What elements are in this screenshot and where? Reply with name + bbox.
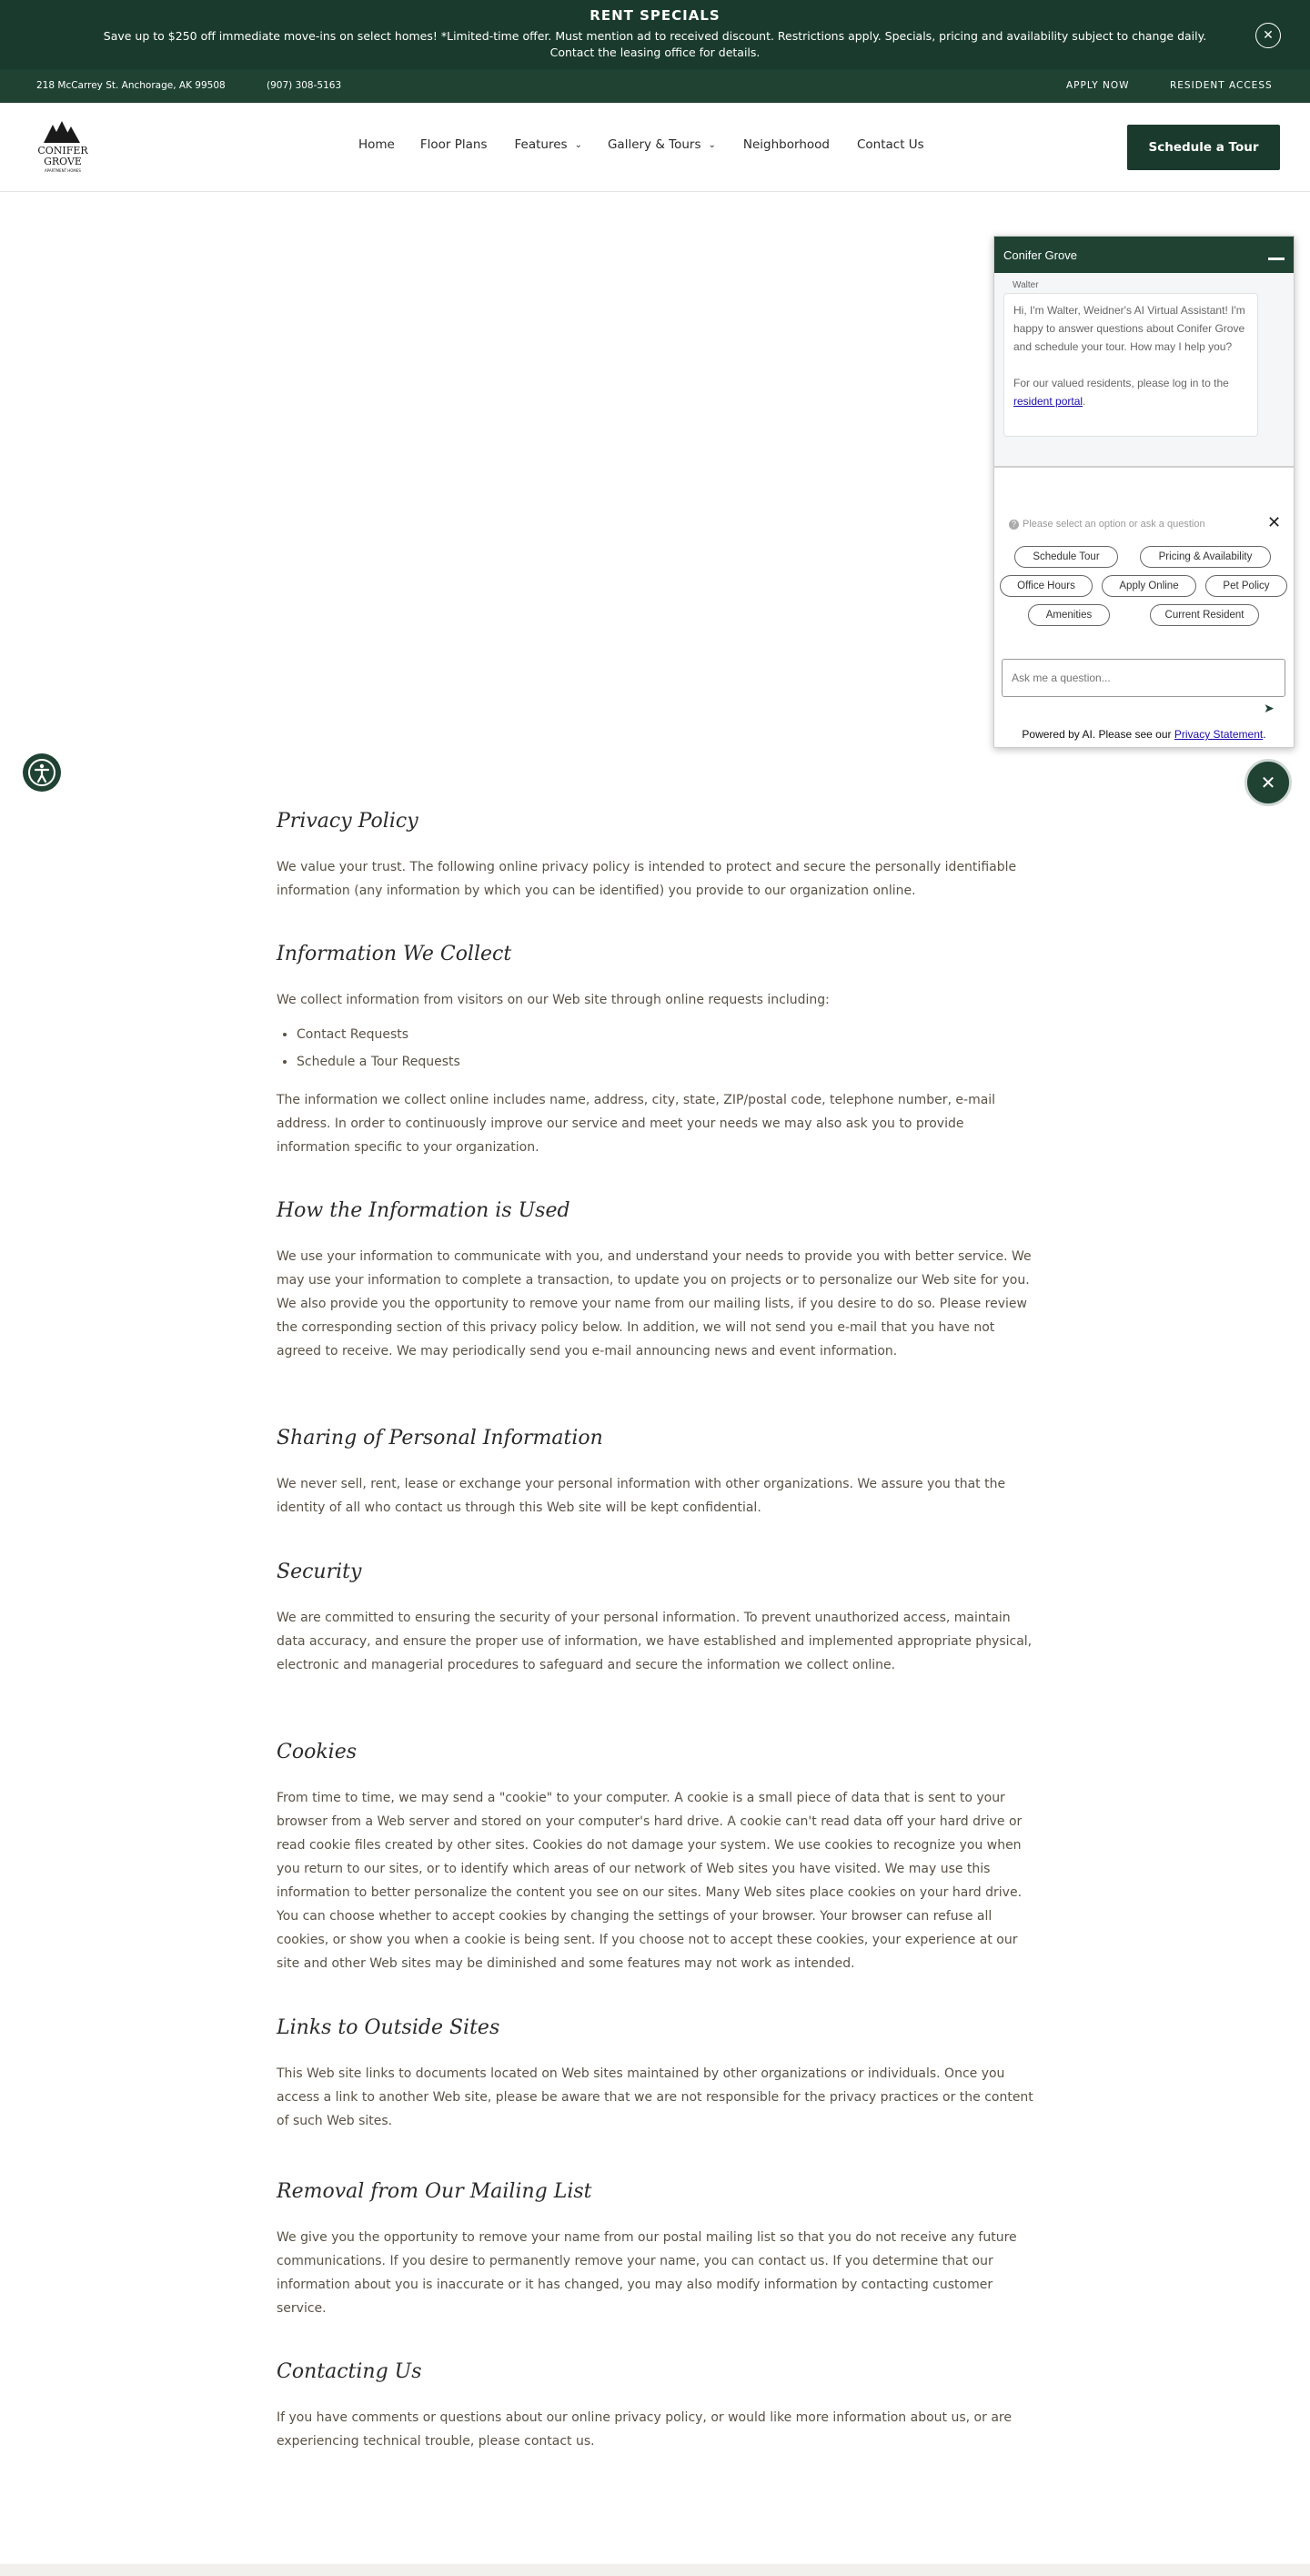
option-schedule-tour[interactable]: Schedule Tour bbox=[1014, 546, 1118, 568]
accessibility-icon[interactable] bbox=[23, 753, 61, 792]
section-heading: Sharing of Personal Information bbox=[277, 1427, 603, 1450]
section-text: We collect information from visitors on our Web site through online requests including: bbox=[277, 993, 830, 1007]
section-heading: How the Information is Used bbox=[277, 1199, 570, 1222]
privacy-statement-link[interactable]: Privacy Statement bbox=[1174, 728, 1264, 741]
agent-name: Walter bbox=[1013, 280, 1039, 290]
option-pricing-availability[interactable]: Pricing & Availability bbox=[1140, 546, 1271, 568]
apply-now-link[interactable]: APPLY NOW bbox=[1066, 80, 1130, 91]
nav-features-label: Features bbox=[514, 137, 568, 152]
nav-neighborhood-label: Neighborhood bbox=[742, 137, 830, 152]
logo-line3: APARTMENT HOMES bbox=[45, 168, 81, 173]
section-text: This Web site links to documents located on Web sites maintained by other organizations or individuals. Once you access a link to another Web site, please be aware that we are not responsible for the privacy practices or the content of such Web sites. bbox=[277, 2066, 1033, 2128]
chat-messages bbox=[994, 273, 1294, 466]
section-text: We value your trust. The following online privacy policy is intended to protect and secure the personally identifiable information (any information by which you can be identified) you provide to our organization online. bbox=[277, 860, 1017, 898]
powered-prefix: Powered by AI. Please see our bbox=[1022, 728, 1172, 741]
address-link[interactable]: 218 McCarrey St. Anchorage, AK 99508 bbox=[36, 80, 226, 91]
section-text: We are committed to ensuring the security of your personal information. To prevent unauthorized access, maintain data accuracy, and ensure the proper use of information, we have established and implemented appropriate physical, electronic and managerial procedures to safeguard and secure the information we collect online. bbox=[277, 1611, 1033, 1672]
resident-portal-link[interactable]: resident portal bbox=[1013, 395, 1083, 408]
chat-close-button[interactable] bbox=[1244, 759, 1292, 806]
section-heading: Removal from Our Mailing List bbox=[277, 2180, 592, 2203]
logo-line2: GROVE bbox=[44, 156, 82, 167]
logo[interactable] bbox=[31, 121, 95, 176]
section-heading: Cookies bbox=[277, 1741, 357, 1763]
nav-gallery-tours[interactable] bbox=[608, 137, 716, 152]
section-heading: Privacy Policy bbox=[277, 810, 418, 833]
section-text: If you have comments or questions about our online privacy policy, or would like more information about us, or are experiencing technical trouble, please contact us. bbox=[277, 2410, 1012, 2449]
chat-message-resident-prefix: For our valued residents, please log in to the bbox=[1013, 377, 1229, 389]
option-amenities[interactable]: Amenities bbox=[1028, 604, 1110, 626]
main-nav bbox=[358, 137, 924, 152]
option-current-resident[interactable]: Current Resident bbox=[1150, 604, 1259, 626]
section-heading: Information We Collect bbox=[277, 943, 512, 965]
minimize-icon[interactable] bbox=[1268, 258, 1285, 260]
chat-header bbox=[994, 237, 1294, 273]
close-icon: ✕ bbox=[1260, 772, 1276, 793]
nav-gallery-tours-label: Gallery & Tours bbox=[607, 137, 701, 152]
send-icon[interactable]: ➤ bbox=[1264, 701, 1275, 715]
chat-prompt bbox=[1009, 519, 1205, 530]
chevron-down-icon: ⌄ bbox=[574, 139, 582, 150]
chat-message-resident-suffix: . bbox=[1083, 395, 1086, 408]
list-item: • Contact Requests bbox=[297, 1021, 460, 1048]
chat-widget bbox=[993, 236, 1295, 748]
site-header bbox=[0, 103, 1310, 192]
phone-link[interactable]: (907) 308-5163 bbox=[267, 80, 342, 91]
question-icon: ? bbox=[1009, 520, 1019, 530]
banner-text: Save up to $250 off immediate move-ins on select homes! *Limited-time offer. Must mention ad to received discount. Restrictions apply. Specials, pricing and availability subject to change daily. Contact the leasing office for details. bbox=[103, 29, 1207, 59]
chat-divider bbox=[994, 466, 1294, 468]
chat-message-resident bbox=[1013, 374, 1248, 410]
option-apply-online[interactable]: Apply Online bbox=[1102, 575, 1196, 597]
nav-floor-plans-label: Floor Plans bbox=[419, 137, 488, 152]
footer-strip bbox=[0, 2564, 1310, 2576]
close-icon[interactable]: ✕ bbox=[1267, 513, 1282, 531]
section-heading: Security bbox=[277, 1561, 362, 1583]
chat-message bbox=[1003, 293, 1258, 437]
section-heading: Links to Outside Sites bbox=[277, 2016, 500, 2039]
option-pet-policy[interactable]: Pet Policy bbox=[1205, 575, 1287, 597]
section-text: We use your information to communicate with you, and understand your needs to provide you with better service. We may use your information to complete a transaction, to update you on projects or to personalize our Web site for you. We also provide you the opportunity to remove your name from our mailing lists, if you desire to do so. Please review the corresponding section of this privacy policy below. In addition, we will not send you e-mail that you have not agreed to receive. We may periodically send you e-mail announcing news and event information. bbox=[277, 1249, 1032, 1359]
rent-specials-banner bbox=[0, 0, 1310, 69]
banner-title: RENT SPECIALS bbox=[590, 7, 720, 24]
chat-message-text: Hi, I'm Walter, Weidner's AI Virtual Assistant! I'm happy to answer questions about Conifer Grove and schedule your tour. How may I help you? bbox=[1013, 304, 1245, 353]
resident-access-link[interactable]: RESIDENT ACCESS bbox=[1170, 80, 1273, 91]
nav-floor-plans[interactable] bbox=[420, 137, 488, 152]
contact-bar bbox=[0, 69, 1310, 103]
powered-suffix: . bbox=[1263, 728, 1266, 741]
nav-home[interactable] bbox=[358, 137, 395, 152]
collect-list bbox=[297, 1021, 460, 1076]
chat-title: Conifer Grove bbox=[1003, 247, 1077, 262]
section-text: The information we collect online includes name, address, city, state, ZIP/postal code, telephone number, e-mail address. In order to continuously improve our service and meet your needs we may also ask you to provide information specific to your organization. bbox=[277, 1093, 996, 1155]
option-office-hours[interactable]: Office Hours bbox=[1000, 575, 1093, 597]
section-text: We never sell, rent, lease or exchange your personal information with other organizations. We assure you that the identity of all who contact us through this Web site will be kept confidential. bbox=[277, 1477, 1006, 1515]
chat-prompt-text: Please select an option or ask a question bbox=[1023, 519, 1205, 530]
nav-features[interactable] bbox=[515, 137, 582, 152]
schedule-tour-button[interactable]: Schedule a Tour bbox=[1127, 125, 1280, 170]
section-heading: Contacting Us bbox=[277, 2360, 422, 2383]
chevron-down-icon: ⌄ bbox=[708, 139, 716, 150]
nav-home-label: Home bbox=[358, 137, 395, 152]
nav-neighborhood[interactable] bbox=[743, 137, 830, 152]
chat-input[interactable] bbox=[1002, 659, 1285, 697]
section-text: From time to time, we may send a "cookie" to your computer. A cookie is a small piece of data that is sent to your browser from a Web server and stored on your computer's hard drive. A cookie can't read data off your hard drive or read cookie files created by other sites. Cookies do not damage your system. We use cookies to recognize you when you return to our sites, or to identify which areas of our network of Web sites you have visited. We may use this information to better personalize the content you see on our sites. Many Web sites place cookies on your hard drive. You can choose whether to accept cookies by changing the settings of your browser. Your browser can refuse all cookies, or show you when a cookie is being sent. If you choose not to accept these cookies, your experience at our site and other Web sites may be diminished and some features may not work as intended. bbox=[277, 1791, 1023, 1971]
nav-contact-us[interactable] bbox=[857, 137, 924, 152]
section-text: We give you the opportunity to remove your name from our postal mailing list so that you do not receive any future communications. If you desire to permanently remove your name, you can contact us. If you determine that our information about you is inaccurate or it has changed, you may also modify information by contacting customer service. bbox=[277, 2230, 1017, 2316]
nav-contact-us-label: Contact Us bbox=[856, 137, 924, 152]
logo-line1: CONIFER bbox=[37, 145, 88, 157]
list-item: • Schedule a Tour Requests bbox=[297, 1048, 460, 1076]
powered-by bbox=[994, 728, 1294, 741]
close-icon[interactable]: ✕ bbox=[1255, 23, 1281, 48]
